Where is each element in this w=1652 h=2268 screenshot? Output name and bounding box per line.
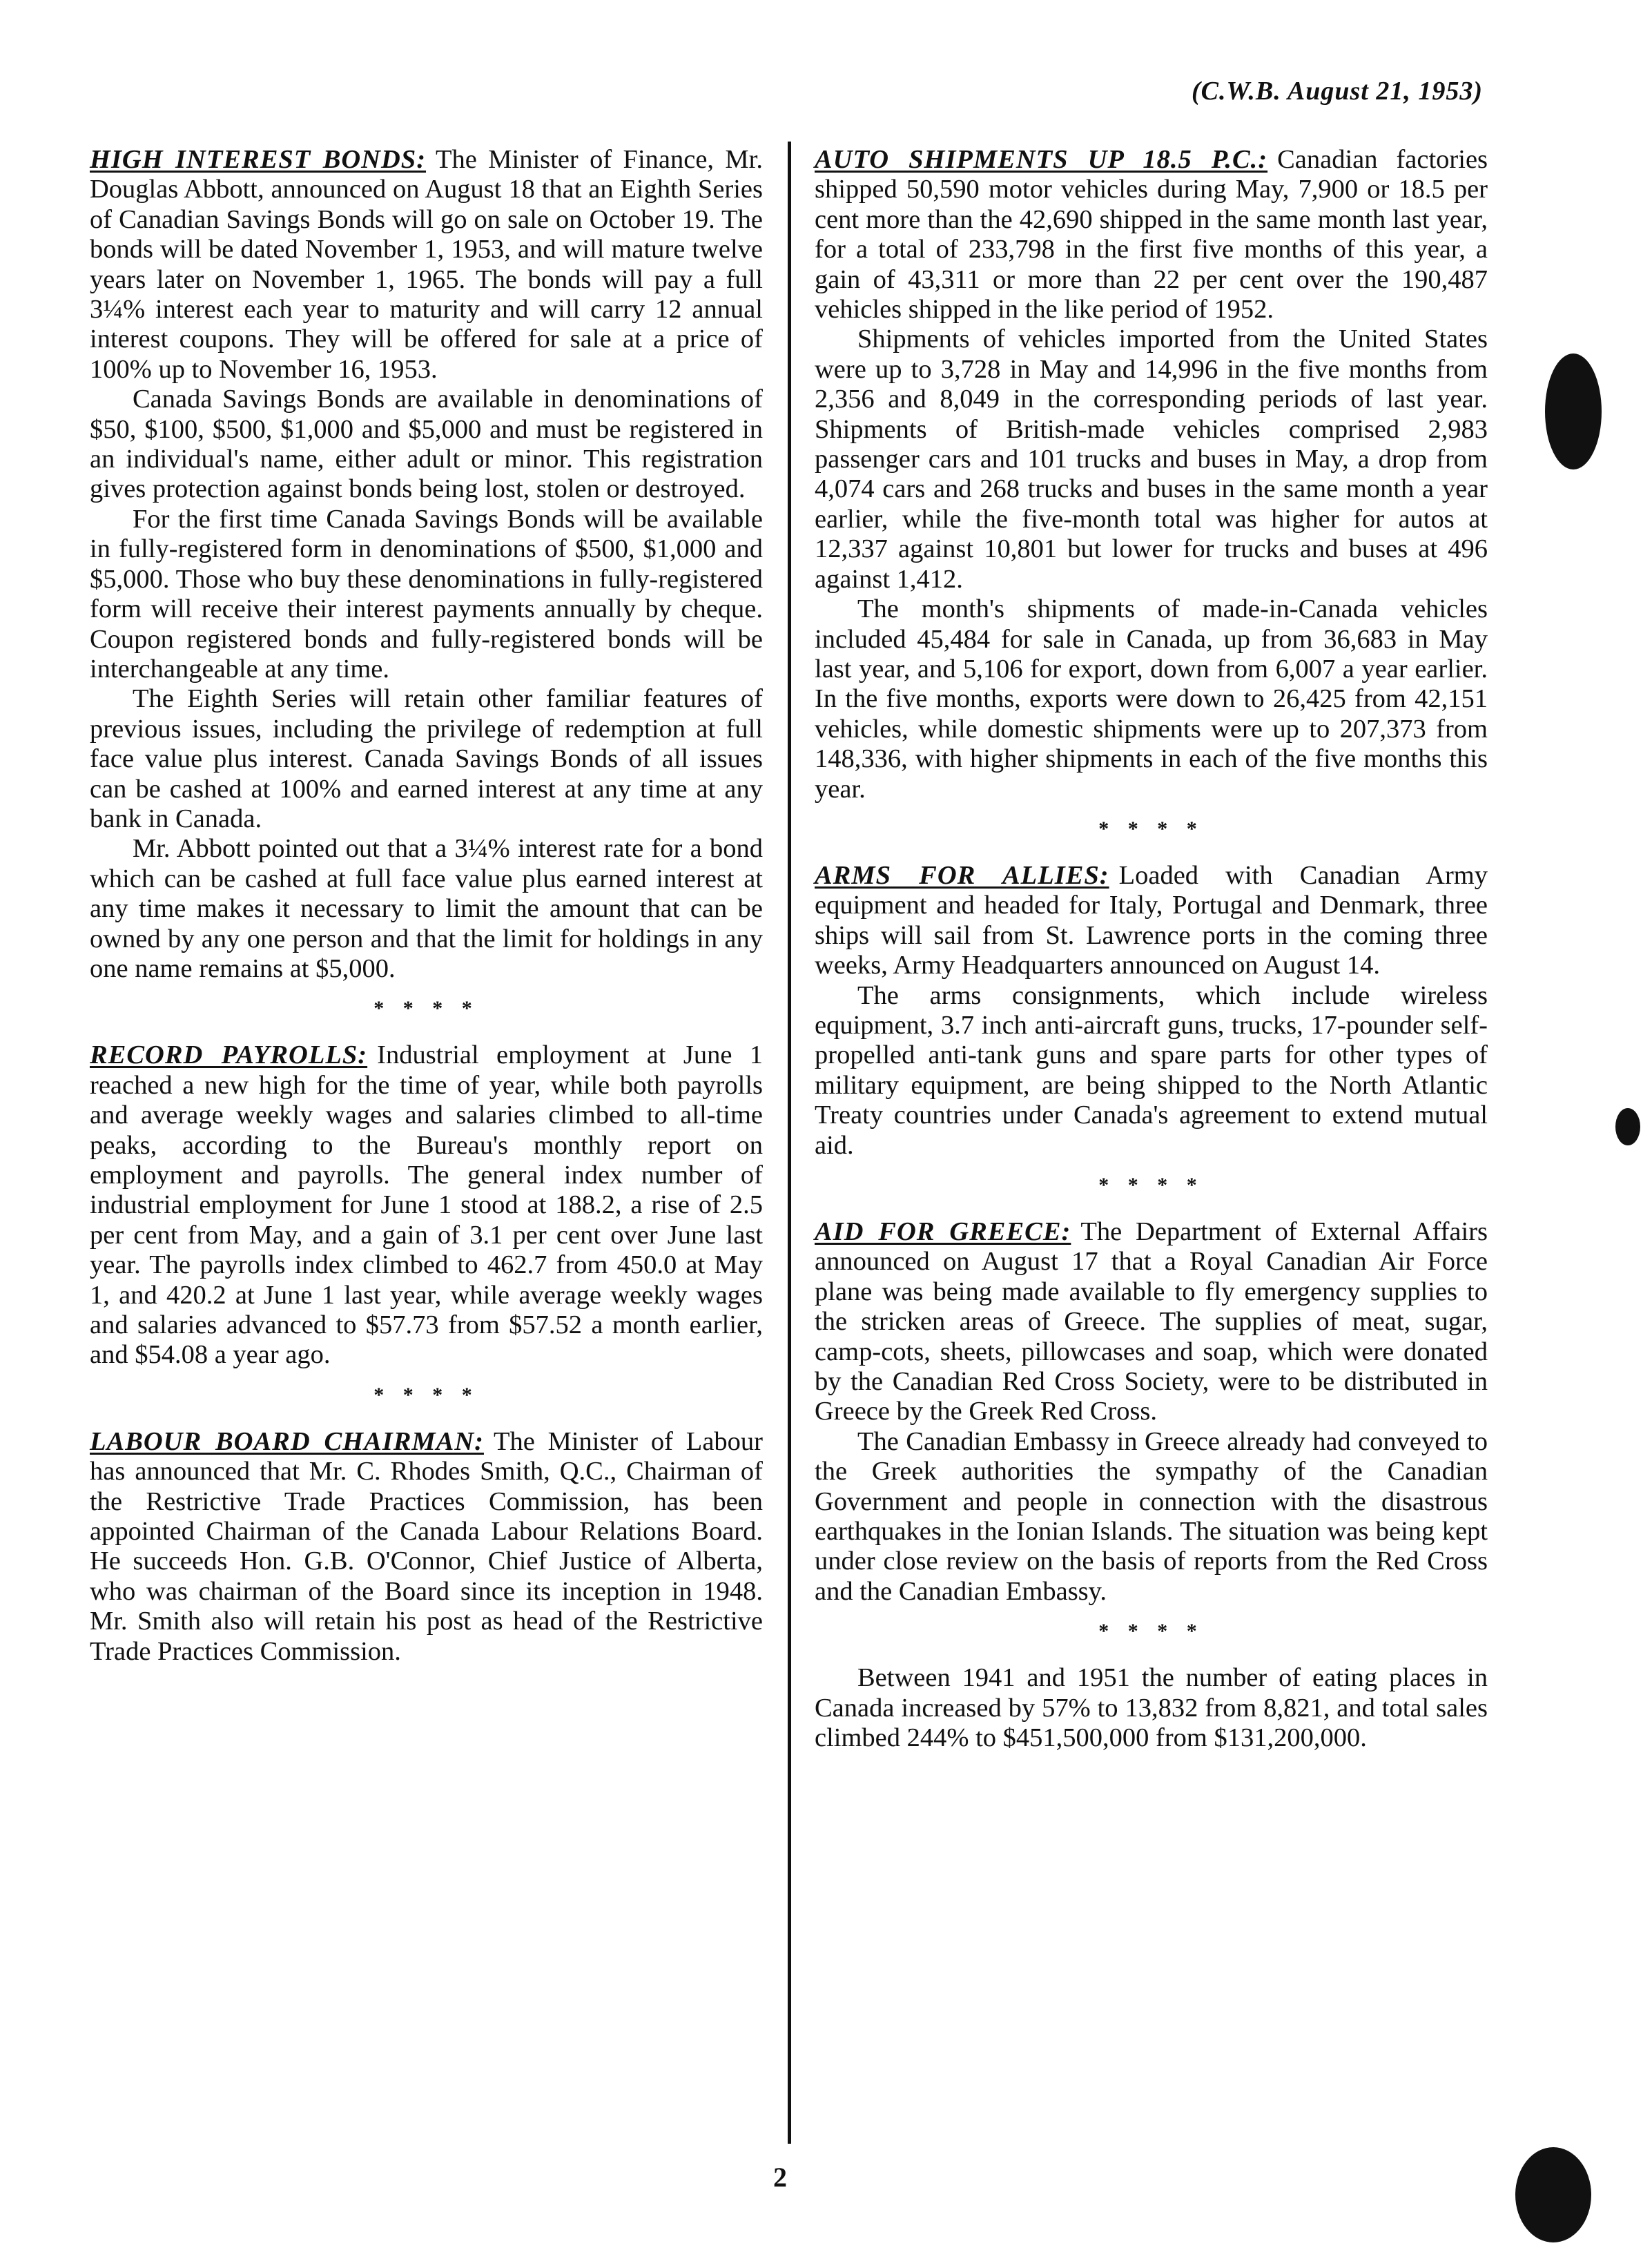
- punch-hole-middle: [1615, 1108, 1640, 1145]
- article-arms-for-allies: [815, 861, 1488, 1161]
- article-paragraph: For the first time Canada Savings Bonds will be available in fully-registered form in denominations of $500, $1,000 and $5,000. Those who buy these denominations in fully-registered form will receive their interest payments annually by cheque. Coupon registered bonds and fully-registered bonds will be interchangeable at any time.: [90, 504, 763, 684]
- page-header-citation: (C.W.B. August 21, 1953): [1191, 77, 1483, 106]
- closing-item-eating-places: [815, 1663, 1488, 1753]
- article-paragraph: The Eighth Series will retain other familiar features of previous issues, including the privilege of redemption at full face value plus interest. Canada Savings Bonds of all issues can be cashed at 100% and earned interest at any time at any bank in Canada.: [90, 684, 763, 833]
- punch-hole-bottom: [1515, 2147, 1591, 2242]
- article-paragraph: Shipments of vehicles imported from the United States were up to 3,728 in May and 14,996 in the five months from 2,356 and 8,049 in the corresponding periods of last year. Shipments of British-made vehicles comprised 2,983 passenger cars and 101 trucks and buses in May, a drop from 4,074 cars and 268 trucks and buses in the same month a year earlier, while the five-month total was higher for autos at 12,337 against 10,801 but lower for trucks and buses at 496 against 1,412.: [815, 324, 1488, 594]
- article-paragraph: The Minister of Labour has announced that Mr. C. Rhodes Smith, Q.C., Chairman of the Restrictive Trade Practices Commission, has been appointed Chairman of the Canada Labour Relations Board. He succeeds Hon. G.B. O'Connor, Chief Justice of Alberta, who was chairman of the Board since its inception in 1948. Mr. Smith also will retain his post as head of the Restrictive Trade Practices Commission.: [90, 1426, 763, 1666]
- punch-hole-top: [1545, 353, 1602, 469]
- article-heading: RECORD PAYROLLS:: [90, 1040, 368, 1070]
- section-separator: * * * *: [1098, 817, 1204, 840]
- article-paragraph: The Minister of Finance, Mr. Douglas Abbott, announced on August 18 that an Eighth Series of Canadian Savings Bonds will go on sale on October 19. The bonds will be dated November 1, 1953, and will mature twelve years later on November 1, 1965. The bonds will pay a full 3¼% interest each year to maturity and will carry 12 annual interest coupons. They will be offered for sale at a price of 100% up to November 16, 1953.: [90, 145, 763, 384]
- article-heading: LABOUR BOARD CHAIRMAN:: [90, 1426, 484, 1456]
- column-divider: [788, 142, 791, 2144]
- article-paragraph: Industrial employment at June 1 reached a new high for the time of year, while both payrolls and average weekly wages and salaries climbed to all-time peaks, according to the Bureau's monthly report on employment and payrolls. The general index number of industrial employment for June 1 stood at 188.2, a rise of 2.5 per cent from May, and a gain of 3.1 per cent over June last year. The payrolls index climbed to 462.7 from 450.0 at May 1, and 420.2 at June 1 last year, while average weekly wages and salaries advanced to $57.73 from $57.52 a month earlier, and $54.08 a year ago.: [90, 1040, 763, 1370]
- article-paragraph: Canada Savings Bonds are available in denominations of $50, $100, $500, $1,000 and $5,000 and must be registered in an individual's name, either adult or minor. This registration gives protection against bonds being lost, stolen or destroyed.: [90, 385, 763, 504]
- article-high-interest-bonds: [90, 145, 763, 984]
- article-aid-for-greece: [815, 1217, 1488, 1607]
- left-column: [90, 145, 763, 1667]
- article-paragraph: The Department of External Affairs announced on August 17 that a Royal Canadian Air Force plane was being made available to fly emergency supplies to the stricken areas of Greece. The supplies of meat, sugar, camp-cots, sheets, pillowcases and soap, which were donated by the Canadian Red Cross Society, were to be distributed in Greece by the Greek Red Cross.: [815, 1217, 1488, 1426]
- right-column: [815, 145, 1488, 1754]
- page-number: 2: [773, 2162, 787, 2193]
- section-separator: * * * *: [373, 1383, 479, 1406]
- article-paragraph: The arms consignments, which include wireless equipment, 3.7 inch anti-aircraft guns, trucks, 17-pounder self-propelled anti-tank guns and spare parts for other types of military equipment, are being shipped to the North Atlantic Treaty countries under Canada's agreement to extend mutual aid.: [815, 980, 1488, 1160]
- section-separator: * * * *: [373, 997, 479, 1020]
- article-paragraph: Between 1941 and 1951 the number of eating places in Canada increased by 57% to 13,832 from 8,821, and total sales climbed 244% to $451,500,000 from $131,200,000.: [815, 1663, 1488, 1753]
- article-heading: ARMS FOR ALLIES:: [815, 860, 1109, 890]
- section-separator: * * * *: [1098, 1620, 1204, 1643]
- article-heading: AID FOR GREECE:: [815, 1217, 1071, 1246]
- article-labour-board-chairman: [90, 1427, 763, 1667]
- article-paragraph: The Canadian Embassy in Greece already had conveyed to the Greek authorities the sympathy of the Canadian Government and people in connection with the disastrous earthquakes in the Ionian Islands. The situation was being kept under close review on the basis of reports from the Red Cross and the Canadian Embassy.: [815, 1426, 1488, 1606]
- section-separator: * * * *: [1098, 1174, 1204, 1196]
- article-heading: AUTO SHIPMENTS UP 18.5 P.C.:: [815, 145, 1268, 174]
- article-heading: HIGH INTEREST BONDS:: [90, 145, 427, 174]
- article-paragraph: Canadian factories shipped 50,590 motor vehicles during May, 7,900 or 18.5 per cent more than the 42,690 shipped in the same month last year, for a total of 233,798 in the first five months of this year, a gain of 43,311 or more than 22 per cent over the 190,487 vehicles shipped in the like period of 1952.: [815, 145, 1488, 324]
- article-paragraph: Mr. Abbott pointed out that a 3¼% interest rate for a bond which can be cashed at full face value plus earned interest at any time makes it necessary to limit the amount that can be owned by any one person and that the limit for holdings in any one name remains at $5,000.: [90, 834, 763, 983]
- article-record-payrolls: [90, 1040, 763, 1370]
- article-auto-shipments: [815, 145, 1488, 804]
- article-paragraph: The month's shipments of made-in-Canada vehicles included 45,484 for sale in Canada, up from 36,683 in May last year, and 5,106 for export, down from 6,007 a year earlier. In the five months, exports were down to 26,425 from 42,151 vehicles, while domestic shipments were up to 207,373 from 148,336, with higher shipments in each of the five months this year.: [815, 594, 1488, 804]
- article-paragraph: Loaded with Canadian Army equipment and headed for Italy, Portugal and Denmark, three ships will sail from St. Lawrence ports in the coming three weeks, Army Headquarters announced on August 14.: [815, 860, 1488, 980]
